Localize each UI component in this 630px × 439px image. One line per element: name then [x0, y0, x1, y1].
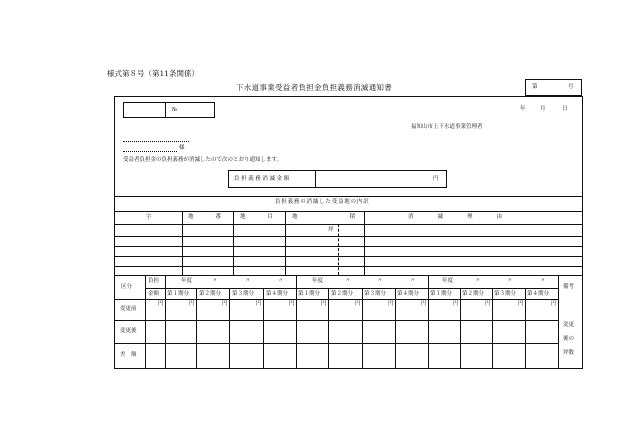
period-1-1: 第１期分	[167, 291, 190, 297]
addressee-suffix: 様	[179, 145, 185, 151]
yen-3-2: 円	[485, 301, 491, 307]
number-prefix: 第	[532, 84, 538, 90]
period-2-3: 第３期分	[364, 291, 387, 297]
col-header-reason: 消滅理由	[408, 214, 527, 220]
period-3-1: 第１期分	[430, 291, 453, 297]
row-diff-label: 差 額	[120, 352, 137, 358]
notice-message: 受益者負担金の負担義務が消滅したので次のとおり通知します。	[123, 157, 283, 163]
yen-2-3: 円	[388, 301, 394, 307]
period-1-3: 第３期分	[232, 291, 255, 297]
col-header-aza: 字	[146, 214, 152, 220]
date-year-label: 年	[520, 106, 526, 112]
document-number-box[interactable]	[525, 79, 582, 96]
yen-1-3: 円	[256, 301, 262, 307]
futan-label: 負担	[148, 278, 160, 284]
ditto-3c: 〃	[540, 278, 546, 284]
form-label: 様式第８号（第11条関係）	[107, 69, 200, 78]
yen-3-3: 円	[518, 301, 524, 307]
ditto-2b: 〃	[377, 278, 383, 284]
detail-rows[interactable]	[114, 224, 583, 275]
amount-unit: 円	[433, 176, 439, 182]
remarks-line-3: 坪数	[563, 350, 575, 356]
col-header-chiseki: 地積	[292, 214, 408, 220]
period-2-2: 第２期分	[331, 291, 354, 297]
area-unit: 坪	[328, 227, 334, 233]
col-header-chiban: 地番	[188, 214, 244, 220]
ditto-1c: 〃	[278, 278, 284, 284]
period-2-1: 第１期分	[298, 291, 321, 297]
yen-1-4: 円	[289, 301, 295, 307]
kingaku-label: 金額	[148, 291, 160, 297]
ditto-3a: 〃	[475, 278, 481, 284]
yen-2-1: 円	[321, 301, 327, 307]
period-3-2: 第２期分	[462, 291, 485, 297]
ditto-2a: 〃	[345, 278, 351, 284]
address-line[interactable]	[123, 141, 189, 142]
serial-number-label: №	[172, 107, 178, 113]
number-suffix: 号	[568, 84, 574, 90]
year-label-3: 年度	[442, 278, 454, 284]
remarks-label: 備考	[563, 284, 575, 290]
yen-2-4: 円	[421, 301, 427, 307]
remarks-line-2: 後の	[563, 336, 575, 342]
extinguished-amount-label: 負担義務消滅金額	[234, 176, 291, 182]
yen-1-2: 円	[222, 301, 228, 307]
ditto-1a: 〃	[212, 278, 218, 284]
form-title: 下水道事業受益者負担金負担義務消滅通知書	[236, 83, 392, 92]
remarks-line-1: 変更	[563, 322, 575, 328]
period-3-3: 第３期分	[494, 291, 517, 297]
period-3-4: 第４期分	[527, 291, 550, 297]
yen-3-1: 円	[453, 301, 459, 307]
period-1-2: 第２期分	[199, 291, 222, 297]
row-after-label: 変更後	[120, 328, 137, 334]
period-2-4: 第４期分	[397, 291, 420, 297]
detail-section-title: 負担義務の消滅した受益地の内訳	[275, 199, 370, 205]
amount-grid[interactable]	[165, 299, 558, 369]
yen-2-2: 円	[355, 301, 361, 307]
yen-1-1: 円	[189, 301, 195, 307]
extinguished-amount-field[interactable]	[316, 172, 428, 186]
kubun-label: 区分	[121, 284, 133, 290]
ditto-1b: 〃	[245, 278, 251, 284]
period-1-4: 第４期分	[266, 291, 289, 297]
date-day-label: 日	[562, 106, 568, 112]
ditto-3b: 〃	[507, 278, 513, 284]
issuer-name: 福知山市上下水道事業管理者	[411, 124, 483, 130]
col-header-chimoku: 地目	[240, 214, 296, 220]
row-before-label: 変更前	[120, 306, 137, 312]
serial-number-box[interactable]	[123, 102, 215, 118]
year-label-1: 年度	[181, 278, 193, 284]
yen-kingaku: 円	[158, 301, 164, 307]
ditto-2c: 〃	[410, 278, 416, 284]
addressee-line[interactable]	[123, 151, 177, 152]
yen-3-4: 円	[551, 301, 557, 307]
year-label-2: 年度	[312, 278, 324, 284]
date-month-label: 月	[540, 106, 546, 112]
